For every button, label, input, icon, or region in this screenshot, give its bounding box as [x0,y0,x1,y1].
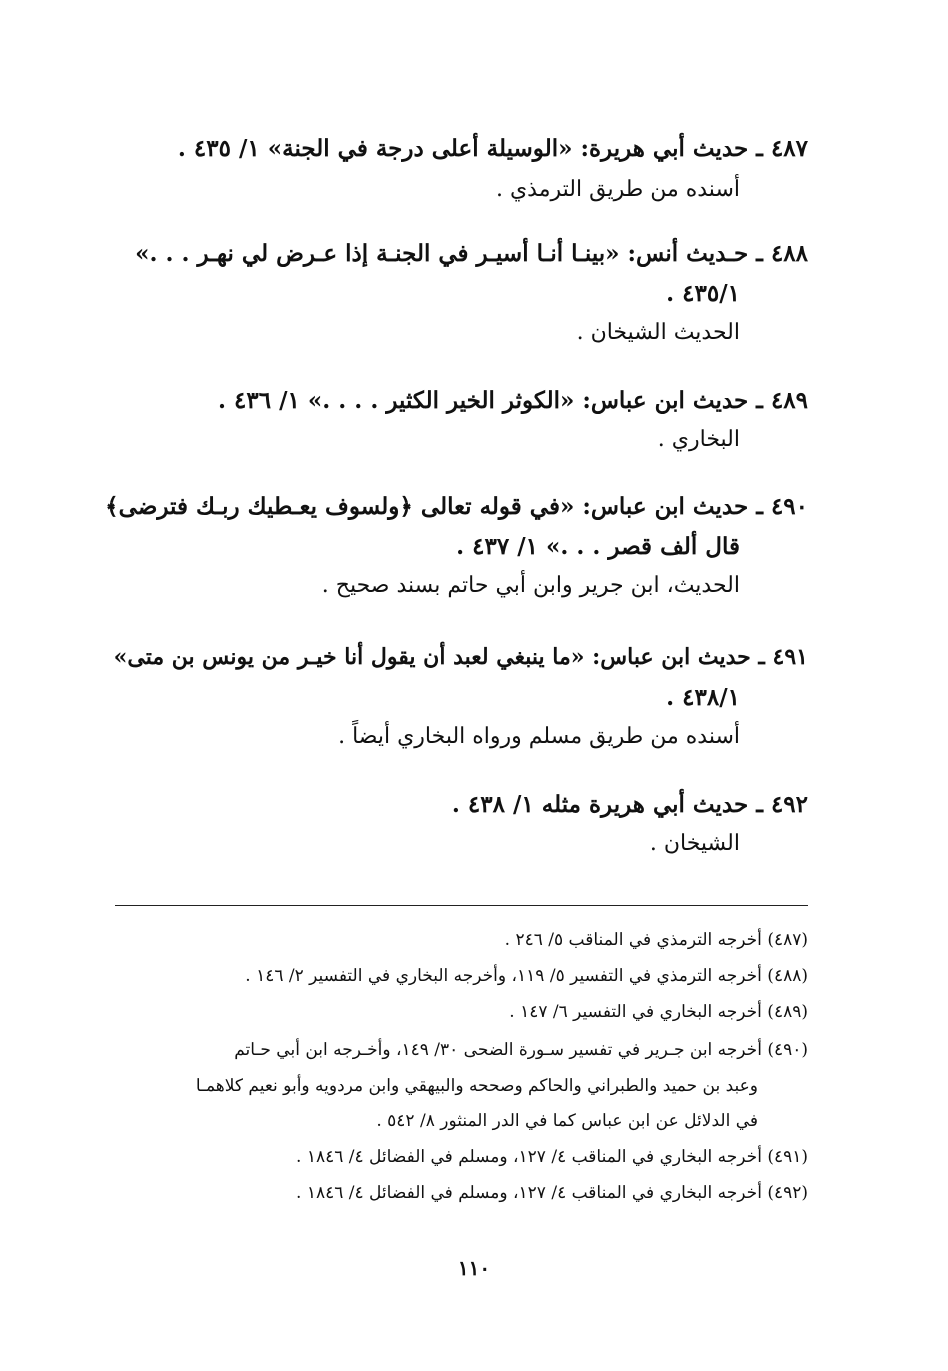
entry-heading-continuation: ٤٣٥/١ . [666,280,740,307]
footnote-487: (٤٨٧) أخرجه الترمذي في المناقب ٥/ ٢٤٦ . [504,930,808,950]
footnote-490-continuation: وعبد بن حميد والطبراني والحاكم وصححه والبيهقي وابن مردويه وأبو نعيم كلاهمـا [195,1076,758,1096]
footnote-489: (٤٨٩) أخرجه البخاري في التفسير ٦/ ١٤٧ . [509,1002,808,1022]
entry-heading: ٤٨٨ ـ حـديث أنس: «بينـا أنـا أسيـر في الجنـة إذا عـرض لي نهـر . . .» [135,240,808,267]
entry-heading: ٤٩٢ ـ حديث أبي هريرة مثله ١/ ٤٣٨ . [451,791,808,818]
entry-source: أسنده من طريق مسلم ورواه البخاري أيضاً . [338,724,740,749]
footnote-492: (٤٩٢) أخرجه البخاري في المناقب ٤/ ١٢٧، ومسلم في الفضائل ٤/ ١٨٤٦ . [296,1183,808,1203]
entry-source: الشيخان . [649,831,740,856]
footnote-divider [115,905,808,906]
entry-heading: ٤٨٩ ـ حديث ابن عباس: «الكوثر الخير الكثير . . . .» ١/ ٤٣٦ . [218,387,808,414]
footnote-490: (٤٩٠) أخرجه ابن جـرير في تفسير سـورة الضحى ٣٠/ ١٤٩، وأخـرجه ابن أبي حـاتم [234,1040,808,1060]
entry-heading-continuation: ٤٣٨/١ . [666,684,740,711]
footnote-490-continuation: في الدلائل عن ابن عباس كما في الدر المنثور ٨/ ٥٤٢ . [376,1111,758,1131]
entry-heading: ٤٩١ ـ حديث ابن عباس: «ما ينبغي لعبد أن يقول أنا خيـر من يونس بن متى» [113,644,808,670]
entry-source: البخاري . [657,427,740,452]
footnote-491: (٤٩١) أخرجه البخاري في المناقب ٤/ ١٢٧، ومسلم في الفضائل ٤/ ١٨٤٦ . [296,1147,808,1167]
entry-source: الحديث، ابن جرير وابن أبي حاتم بسند صحيح . [321,573,740,598]
entry-heading: ٤٩٠ ـ حديث ابن عباس: «في قوله تعالى ﴿ولسوف يعـطيك ربـك فترضى﴾ [105,493,808,520]
entry-heading: ٤٨٧ ـ حديث أبي هريرة: «الوسيلة أعلى درجة في الجنة» ١/ ٤٣٥ . [177,135,808,162]
page-number: ١١٠ [457,1256,491,1280]
entry-source: الحديث الشيخان . [576,320,740,345]
entry-heading-continuation: قال ألف قصر . . .» ١/ ٤٣٧ . [456,533,740,560]
footnote-488: (٤٨٨) أخرجه الترمذي في التفسير ٥/ ١١٩، وأخرجه البخاري في التفسير ٢/ ١٤٦ . [245,966,808,986]
entry-source: أسنده من طريق الترمذي . [495,177,740,202]
